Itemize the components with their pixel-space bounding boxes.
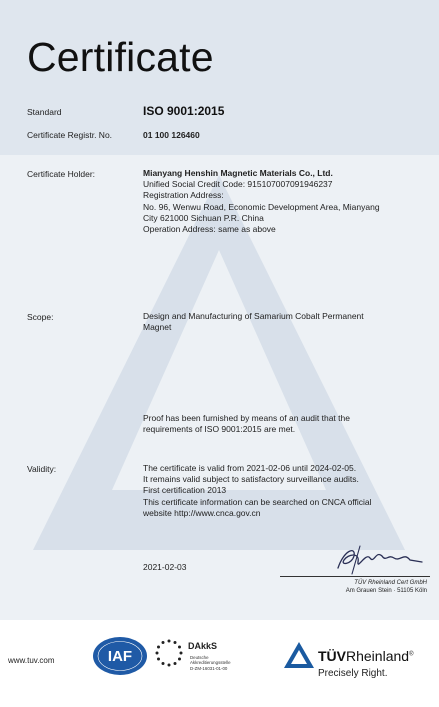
tuv-brand-prefix: TÜV	[318, 648, 346, 664]
dakks-label: DAkkS	[188, 641, 218, 651]
registration-value: 01 100 126460	[143, 130, 200, 140]
website-link[interactable]: www.tuv.com	[8, 656, 55, 665]
validity-label: Validity:	[27, 464, 57, 474]
proof-line: Proof has been furnished by means of an audit that the	[143, 413, 350, 423]
holder-line: Operation Address: same as above	[143, 224, 276, 235]
scope-block	[143, 311, 364, 333]
holder-line: Unified Social Credit Code: 915107007091946237	[143, 179, 333, 190]
scope-line: Design and Manufacturing of Samarium Cobalt Permanent	[143, 311, 364, 321]
dakks-subline: Deutsche	[190, 655, 209, 660]
holder-line: City 621000 Sichuan P.R. China	[143, 212, 264, 223]
iaf-logo-icon	[92, 636, 148, 676]
holder-name: Mianyang Henshin Magnetic Materials Co., Ltd.	[143, 168, 333, 178]
tuv-brand-suffix: Rheinland	[346, 648, 410, 664]
dakks-subline: D-ZM-16031-01-00	[190, 666, 228, 671]
registration-label: Certificate Registr. No.	[27, 130, 113, 140]
registered-mark: ®	[409, 651, 414, 658]
holder-block	[143, 168, 380, 235]
dakks-subline: Akkreditierungsstelle	[190, 660, 231, 665]
holder-line: Registration Address:	[143, 190, 224, 201]
proof-line: requirements of ISO 9001:2015 are met.	[143, 424, 296, 435]
tuv-brand	[318, 648, 413, 664]
validity-line: This certificate information can be searched on CNCA official	[143, 496, 372, 507]
validity-line: website http://www.cnca.gov.cn	[143, 507, 261, 518]
signature-line	[280, 576, 430, 577]
issuer-name: TÜV Rheinland Cert GmbH	[354, 580, 427, 586]
validity-line: First certification 2013	[143, 485, 227, 496]
validity-block	[143, 463, 372, 519]
scope-line: Magnet	[143, 322, 172, 333]
validity-line: The certificate is valid from 2021-02-06 until 2024-02-05.	[143, 463, 357, 473]
proof-block	[143, 413, 350, 435]
holder-label: Certificate Holder:	[27, 169, 96, 179]
tuv-slogan: Precisely Right.	[318, 668, 388, 679]
issuer-address: Am Grauen Stein · 51105 Köln	[345, 588, 427, 594]
tuv-triangle-logo-icon	[283, 641, 315, 669]
holder-line: No. 96, Wenwu Road, Economic Development Area, Mianyang	[143, 201, 380, 212]
issue-date: 2021-02-03	[143, 562, 187, 572]
validity-line: It remains valid subject to satisfactory surveillance audits.	[143, 474, 359, 485]
iaf-logo-text: IAF	[107, 648, 133, 665]
scope-label: Scope:	[27, 312, 54, 322]
page-title: Certificate	[27, 34, 214, 80]
signature-icon	[330, 540, 430, 580]
standard-value: ISO 9001:2015	[143, 104, 225, 118]
standard-label: Standard	[27, 107, 62, 117]
